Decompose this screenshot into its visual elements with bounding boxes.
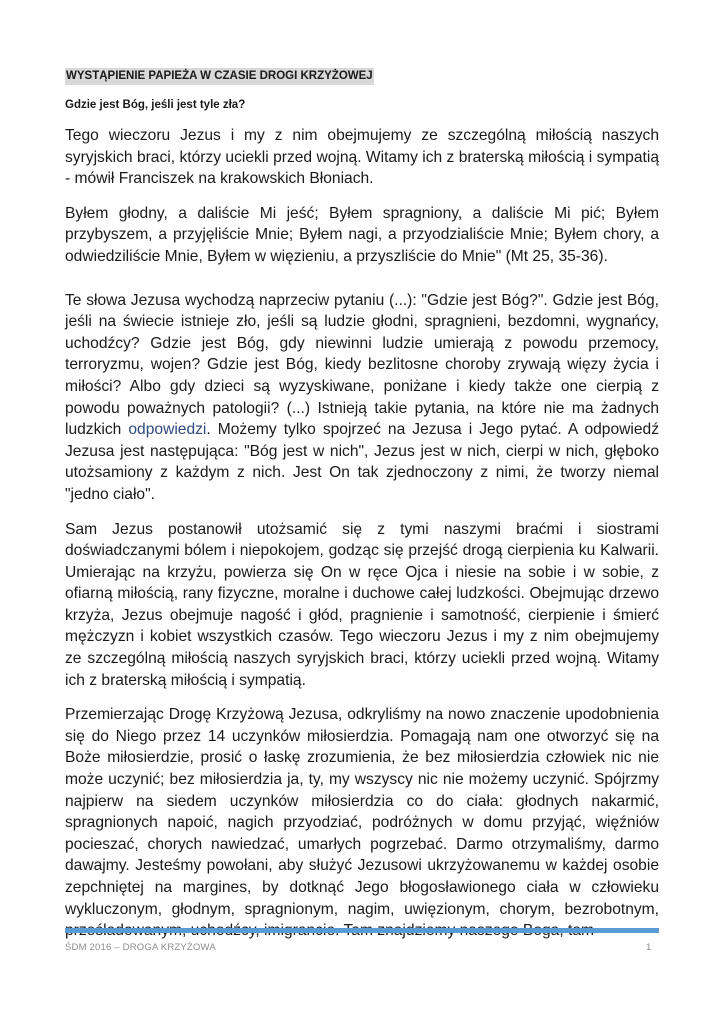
- document-heading: WYSTĄPIENIE PAPIEŻA W CZASIE DROGI KRZYŻOWEJ: [65, 68, 374, 85]
- answers-link[interactable]: odpowiedzi: [128, 421, 207, 439]
- page-number: 1: [646, 942, 652, 953]
- paragraph-3-text-b: . Możemy tylko spojrzeć na Jezusa i Jego pytać. A odpowiedź Jezusa jest następująca: "Bóg jest w nich", Jezus jest w nich, cierpi w nich, głęboko utożsamiony z każdym z nich. Jest On tak zjednoczony z nimi, że tworzy niemal "jedno ciało".: [65, 421, 659, 503]
- heading-row: [65, 66, 659, 85]
- paragraph-3-text-a: Te słowa Jezusa wychodzą naprzeciw pytaniu (...): "Gdzie jest Bóg?". Gdzie jest Bóg, jeśli na świecie istnieje zło, jeśli są ludzie głodni, spragnieni, bezdomni, wygnańcy, uchodźcy? Gdzie jest Bóg, gdy niewinni ludzie umierają z powodu przemocy, terroryzmu, wojen? Gdzie jest Bóg, kiedy bezlitosne choroby zrywają więzy życia i miłości? Albo gdy dzieci są wyzyskiwane, poniżane i kiedy także one cierpią z powodu poważnych patologii? (...) Istnieją takie pytania, na które nie ma żadnych ludzkich: [65, 291, 659, 439]
- paragraph-1: Tego wieczoru Jezus i my z nim obejmujemy ze szczególną miłością naszych syryjskich braci, którzy uciekli przed wojną. Witamy ich z braterską miłością i sympatią - mówił Franciszek na krakowskich Błoniach.: [65, 127, 659, 188]
- footer-divider: [65, 928, 659, 933]
- paragraph-4: Sam Jezus postanowił utożsamić się z tymi naszymi braćmi i siostrami doświadczanymi bólem i niepokojem, godząc się przejść drogą cierpienia ku Kalwarii. Umierając na krzyżu, powierza się On w ręce Ojca i niesie na sobie i w sobie, z ofiarną miłością, rany fizyczne, moralne i duchowe całej ludzkości. Obejmując drzewo krzyża, Jezus obejmuje nagość i głód, pragnienie i samotność, cierpienie i śmierć mężczyzn i kobiet wszystkich czasów. Tego wieczoru Jezus i my z nim obejmujemy ze szczególną miłością naszych syryjskich braci, którzy uciekli przed wojną. Witamy ich z braterską miłością i sympatią.: [65, 520, 659, 689]
- document-body: [65, 66, 659, 942]
- paragraph-2: Byłem głodny, a daliście Mi jeść; Byłem spragniony, a daliście Mi pić; Byłem przybyszem, a przyjęliście Mnie; Byłem nagi, a przyodzialiście Mnie; Byłem chory, a odwiedziliście Mnie, Byłem w więzieniu, a przyszliście do Mnie" (Mt 25, 35-36).: [65, 204, 659, 265]
- paragraph-5: Przemierzając Drogę Krzyżową Jezusa, odkryliśmy na nowo znaczenie upodobnienia się do Niego przez 14 uczynków miłosierdzia. Pomagają nam one otworzyć się na Boże miłosierdzie, prosić o łaskę zrozumienia, że bez miłosierdzia człowiek nic nie może uczynić; bez miłosierdzia ja, ty, my wszyscy nic nie możemy uczynić. Spójrzmy najpierw na siedem uczynków miłosierdzia co do ciała: głodnych nakarmić, spragnionych napoić, nagich przyodziać, podróżnych w domu przyjąć, więźniów pocieszać, chorych nawiedzać, umarłych pogrzebać. Darmo otrzymaliśmy, darmo dawajmy. Jesteśmy powołani, aby służyć Jezusowi ukrzyżowanemu w każdej osobie zepchniętej na margines, by dotknąć Jego błogosławionego ciała w człowieku wykluczonym, głodnym, spragnionym, nagim, uwięzionym, chorym, bezrobotnym,: [65, 706, 659, 918]
- document-subheading: Gdzie jest Bóg, jeśli jest tyle zła?: [65, 99, 246, 111]
- paragraph-3: [65, 290, 659, 506]
- footer-title: ŚDM 2016 – DROGA KRZYŻOWA: [65, 942, 216, 953]
